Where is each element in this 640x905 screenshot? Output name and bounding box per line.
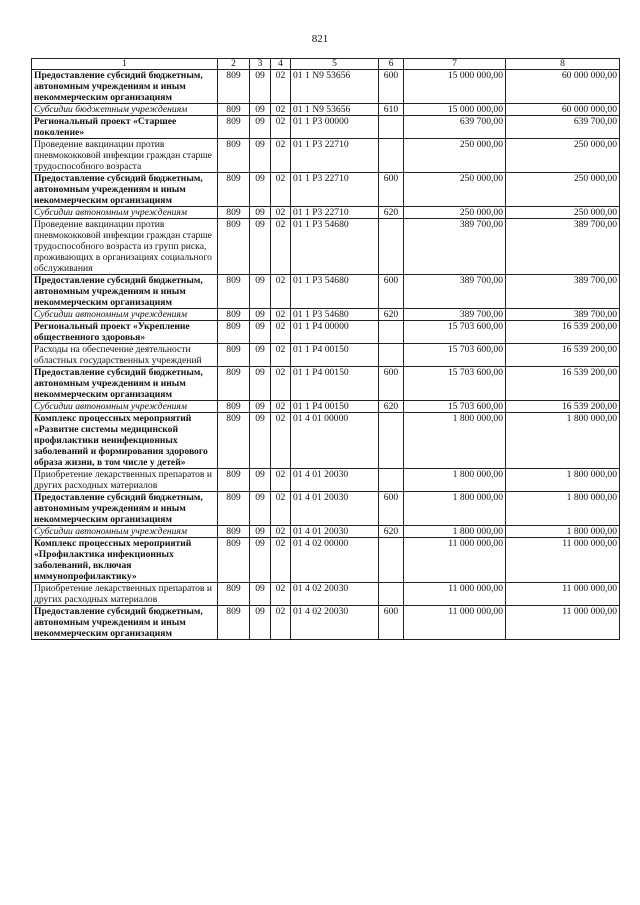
- cell-ministry-code: 809: [218, 606, 250, 640]
- cell-amount-year1: 15 000 000,00: [404, 104, 506, 116]
- cell-expense-type: 620: [379, 401, 404, 413]
- cell-amount-year2: 389 700,00: [506, 219, 620, 275]
- table-row: [32, 104, 620, 116]
- cell-expense-type: [379, 469, 404, 492]
- header-col-7: 7: [404, 59, 506, 70]
- cell-amount-year1: 639 700,00: [404, 116, 506, 139]
- cell-ministry-code: 809: [218, 219, 250, 275]
- cell-subsection: 02: [271, 104, 291, 116]
- cell-subsection: 02: [271, 219, 291, 275]
- cell-ministry-code: 809: [218, 344, 250, 367]
- cell-target-item: 01 4 01 00000: [291, 413, 379, 469]
- cell-ministry-code: 809: [218, 538, 250, 583]
- cell-name: Предоставление субсидий бюджетным, автономным учреждениям и иным некоммерческим организациям: [32, 606, 218, 640]
- cell-expense-type: 620: [379, 207, 404, 219]
- cell-amount-year2: 389 700,00: [506, 275, 620, 309]
- cell-amount-year1: 15 703 600,00: [404, 367, 506, 401]
- cell-amount-year1: 11 000 000,00: [404, 583, 506, 606]
- cell-amount-year2: 11 000 000,00: [506, 583, 620, 606]
- cell-amount-year1: 250 000,00: [404, 173, 506, 207]
- cell-ministry-code: 809: [218, 367, 250, 401]
- cell-name: Предоставление субсидий бюджетным, автономным учреждениям и иным некоммерческим организациям: [32, 70, 218, 104]
- cell-name: Предоставление субсидий бюджетным, автономным учреждениям и иным некоммерческим организациям: [32, 173, 218, 207]
- table-row: [32, 309, 620, 321]
- cell-amount-year2: 250 000,00: [506, 207, 620, 219]
- cell-target-item: 01 4 01 20030: [291, 526, 379, 538]
- cell-ministry-code: 809: [218, 469, 250, 492]
- cell-section: 09: [250, 173, 271, 207]
- cell-target-item: 01 1 P3 00000: [291, 116, 379, 139]
- cell-ministry-code: 809: [218, 173, 250, 207]
- cell-subsection: 02: [271, 344, 291, 367]
- cell-subsection: 02: [271, 413, 291, 469]
- table-row: [32, 139, 620, 173]
- budget-table: [31, 58, 620, 640]
- cell-target-item: 01 1 N9 53656: [291, 104, 379, 116]
- cell-amount-year2: 639 700,00: [506, 116, 620, 139]
- cell-expense-type: 600: [379, 70, 404, 104]
- cell-target-item: 01 1 P3 54680: [291, 219, 379, 275]
- page-number: 821: [311, 33, 329, 45]
- cell-section: 09: [250, 401, 271, 413]
- cell-amount-year1: 389 700,00: [404, 219, 506, 275]
- cell-amount-year1: 11 000 000,00: [404, 606, 506, 640]
- cell-name: Предоставление субсидий бюджетным, автономным учреждениям и иным некоммерческим организациям: [32, 275, 218, 309]
- cell-amount-year2: 60 000 000,00: [506, 104, 620, 116]
- cell-ministry-code: 809: [218, 104, 250, 116]
- cell-subsection: 02: [271, 70, 291, 104]
- cell-subsection: 02: [271, 469, 291, 492]
- cell-name: Проведение вакцинации против пневмококковой инфекции граждан старше трудоспособного возраста из групп риска, проживающих в организациях социального обслуживания: [32, 219, 218, 275]
- table-header-row: [32, 59, 620, 70]
- cell-amount-year2: 1 800 000,00: [506, 526, 620, 538]
- cell-expense-type: 610: [379, 104, 404, 116]
- cell-amount-year2: 11 000 000,00: [506, 606, 620, 640]
- cell-subsection: 02: [271, 606, 291, 640]
- cell-amount-year2: 16 539 200,00: [506, 367, 620, 401]
- cell-amount-year2: 16 539 200,00: [506, 344, 620, 367]
- cell-section: 09: [250, 104, 271, 116]
- cell-section: 09: [250, 70, 271, 104]
- cell-expense-type: [379, 139, 404, 173]
- cell-section: 09: [250, 367, 271, 401]
- cell-subsection: 02: [271, 309, 291, 321]
- cell-target-item: 01 1 P3 54680: [291, 309, 379, 321]
- header-col-3: 3: [250, 59, 271, 70]
- cell-ministry-code: 809: [218, 401, 250, 413]
- cell-target-item: 01 1 P4 00000: [291, 321, 379, 344]
- cell-name: Приобретение лекарственных препаратов и других расходных материалов: [32, 583, 218, 606]
- cell-subsection: 02: [271, 367, 291, 401]
- cell-ministry-code: 809: [218, 309, 250, 321]
- table-row: [32, 367, 620, 401]
- table-row: [32, 606, 620, 640]
- cell-amount-year2: 389 700,00: [506, 309, 620, 321]
- cell-section: 09: [250, 606, 271, 640]
- table-row: [32, 219, 620, 275]
- cell-amount-year2: 1 800 000,00: [506, 469, 620, 492]
- header-col-8: 8: [506, 59, 620, 70]
- table-row: [32, 583, 620, 606]
- cell-section: 09: [250, 139, 271, 173]
- cell-target-item: 01 1 P4 00150: [291, 367, 379, 401]
- cell-name: Региональный проект «Старшее поколение»: [32, 116, 218, 139]
- cell-amount-year1: 1 800 000,00: [404, 469, 506, 492]
- cell-name: Проведение вакцинации против пневмококковой инфекции граждан старше трудоспособного возраста: [32, 139, 218, 173]
- table-row: [32, 401, 620, 413]
- cell-section: 09: [250, 492, 271, 526]
- cell-name: Предоставление субсидий бюджетным, автономным учреждениям и иным некоммерческим организациям: [32, 492, 218, 526]
- cell-target-item: 01 1 P3 22710: [291, 207, 379, 219]
- cell-subsection: 02: [271, 526, 291, 538]
- cell-target-item: 01 4 02 00000: [291, 538, 379, 583]
- cell-subsection: 02: [271, 492, 291, 526]
- cell-section: 09: [250, 344, 271, 367]
- header-col-2: 2: [218, 59, 250, 70]
- cell-name: Расходы на обеспечение деятельности областных государственных учреждений: [32, 344, 218, 367]
- cell-section: 09: [250, 413, 271, 469]
- cell-amount-year1: 1 800 000,00: [404, 413, 506, 469]
- cell-section: 09: [250, 321, 271, 344]
- cell-expense-type: [379, 321, 404, 344]
- cell-expense-type: 600: [379, 367, 404, 401]
- cell-amount-year2: 1 800 000,00: [506, 492, 620, 526]
- cell-expense-type: [379, 219, 404, 275]
- cell-target-item: 01 4 01 20030: [291, 492, 379, 526]
- cell-target-item: 01 1 P3 22710: [291, 139, 379, 173]
- cell-target-item: 01 4 01 20030: [291, 469, 379, 492]
- header-col-6: 6: [379, 59, 404, 70]
- table-row: [32, 344, 620, 367]
- cell-ministry-code: 809: [218, 275, 250, 309]
- cell-amount-year1: 15 703 600,00: [404, 321, 506, 344]
- table-row: [32, 275, 620, 309]
- cell-amount-year1: 250 000,00: [404, 207, 506, 219]
- cell-name: Субсидии автономным учреждениям: [32, 526, 218, 538]
- table-row: [32, 492, 620, 526]
- cell-expense-type: [379, 344, 404, 367]
- cell-amount-year2: 1 800 000,00: [506, 413, 620, 469]
- table-row: [32, 207, 620, 219]
- cell-target-item: 01 1 N9 53656: [291, 70, 379, 104]
- cell-subsection: 02: [271, 116, 291, 139]
- cell-amount-year2: 16 539 200,00: [506, 321, 620, 344]
- cell-ministry-code: 809: [218, 116, 250, 139]
- cell-target-item: 01 4 02 20030: [291, 606, 379, 640]
- cell-subsection: 02: [271, 173, 291, 207]
- cell-amount-year1: 15 703 600,00: [404, 401, 506, 413]
- table-row: [32, 70, 620, 104]
- table-row: [32, 413, 620, 469]
- cell-expense-type: 600: [379, 275, 404, 309]
- cell-expense-type: 600: [379, 606, 404, 640]
- table-row: [32, 173, 620, 207]
- cell-subsection: 02: [271, 538, 291, 583]
- cell-section: 09: [250, 219, 271, 275]
- cell-subsection: 02: [271, 321, 291, 344]
- cell-expense-type: [379, 413, 404, 469]
- cell-amount-year2: 11 000 000,00: [506, 538, 620, 583]
- cell-subsection: 02: [271, 275, 291, 309]
- table-row: [32, 321, 620, 344]
- cell-expense-type: [379, 538, 404, 583]
- table-row: [32, 526, 620, 538]
- cell-ministry-code: 809: [218, 321, 250, 344]
- cell-amount-year2: 250 000,00: [506, 173, 620, 207]
- cell-subsection: 02: [271, 207, 291, 219]
- cell-name: Субсидии автономным учреждениям: [32, 207, 218, 219]
- cell-name: Субсидии автономным учреждениям: [32, 309, 218, 321]
- cell-expense-type: [379, 116, 404, 139]
- cell-section: 09: [250, 207, 271, 219]
- cell-name: Приобретение лекарственных препаратов и других расходных материалов: [32, 469, 218, 492]
- cell-ministry-code: 809: [218, 70, 250, 104]
- cell-ministry-code: 809: [218, 413, 250, 469]
- cell-ministry-code: 809: [218, 139, 250, 173]
- cell-amount-year1: 1 800 000,00: [404, 492, 506, 526]
- cell-amount-year2: 16 539 200,00: [506, 401, 620, 413]
- cell-target-item: 01 1 P3 54680: [291, 275, 379, 309]
- cell-section: 09: [250, 526, 271, 538]
- cell-target-item: 01 1 P4 00150: [291, 401, 379, 413]
- cell-subsection: 02: [271, 401, 291, 413]
- table-row: [32, 469, 620, 492]
- cell-section: 09: [250, 116, 271, 139]
- header-col-4: 4: [271, 59, 291, 70]
- cell-target-item: 01 1 P4 00150: [291, 344, 379, 367]
- cell-target-item: 01 1 P3 22710: [291, 173, 379, 207]
- cell-section: 09: [250, 275, 271, 309]
- cell-expense-type: 620: [379, 309, 404, 321]
- cell-name: Субсидии автономным учреждениям: [32, 401, 218, 413]
- cell-amount-year1: 250 000,00: [404, 139, 506, 173]
- cell-subsection: 02: [271, 139, 291, 173]
- cell-target-item: 01 4 02 20030: [291, 583, 379, 606]
- cell-expense-type: 600: [379, 492, 404, 526]
- cell-section: 09: [250, 309, 271, 321]
- cell-name: Субсидии бюджетным учреждениям: [32, 104, 218, 116]
- cell-ministry-code: 809: [218, 526, 250, 538]
- cell-amount-year1: 1 800 000,00: [404, 526, 506, 538]
- table-row: [32, 538, 620, 583]
- cell-amount-year1: 11 000 000,00: [404, 538, 506, 583]
- cell-subsection: 02: [271, 583, 291, 606]
- cell-ministry-code: 809: [218, 492, 250, 526]
- cell-amount-year1: 389 700,00: [404, 309, 506, 321]
- cell-amount-year2: 60 000 000,00: [506, 70, 620, 104]
- cell-amount-year1: 15 000 000,00: [404, 70, 506, 104]
- header-col-1: 1: [32, 59, 218, 70]
- cell-amount-year2: 250 000,00: [506, 139, 620, 173]
- table-row: [32, 116, 620, 139]
- cell-section: 09: [250, 538, 271, 583]
- cell-expense-type: [379, 583, 404, 606]
- cell-amount-year1: 389 700,00: [404, 275, 506, 309]
- cell-name: Предоставление субсидий бюджетным, автономным учреждениям и иным некоммерческим организациям: [32, 367, 218, 401]
- cell-amount-year1: 15 703 600,00: [404, 344, 506, 367]
- cell-name: Комплекс процессных мероприятий «Профилактика инфекционных заболеваний, включая иммунопрофилактику»: [32, 538, 218, 583]
- cell-ministry-code: 809: [218, 583, 250, 606]
- header-col-5: 5: [291, 59, 379, 70]
- cell-name: Региональный проект «Укрепление общественного здоровья»: [32, 321, 218, 344]
- cell-expense-type: 620: [379, 526, 404, 538]
- cell-ministry-code: 809: [218, 207, 250, 219]
- cell-expense-type: 600: [379, 173, 404, 207]
- cell-section: 09: [250, 469, 271, 492]
- cell-name: Комплекс процессных мероприятий «Развитие системы медицинской профилактики неинфекционных заболеваний и формирования здорового образа жизни, в том числе у детей»: [32, 413, 218, 469]
- cell-section: 09: [250, 583, 271, 606]
